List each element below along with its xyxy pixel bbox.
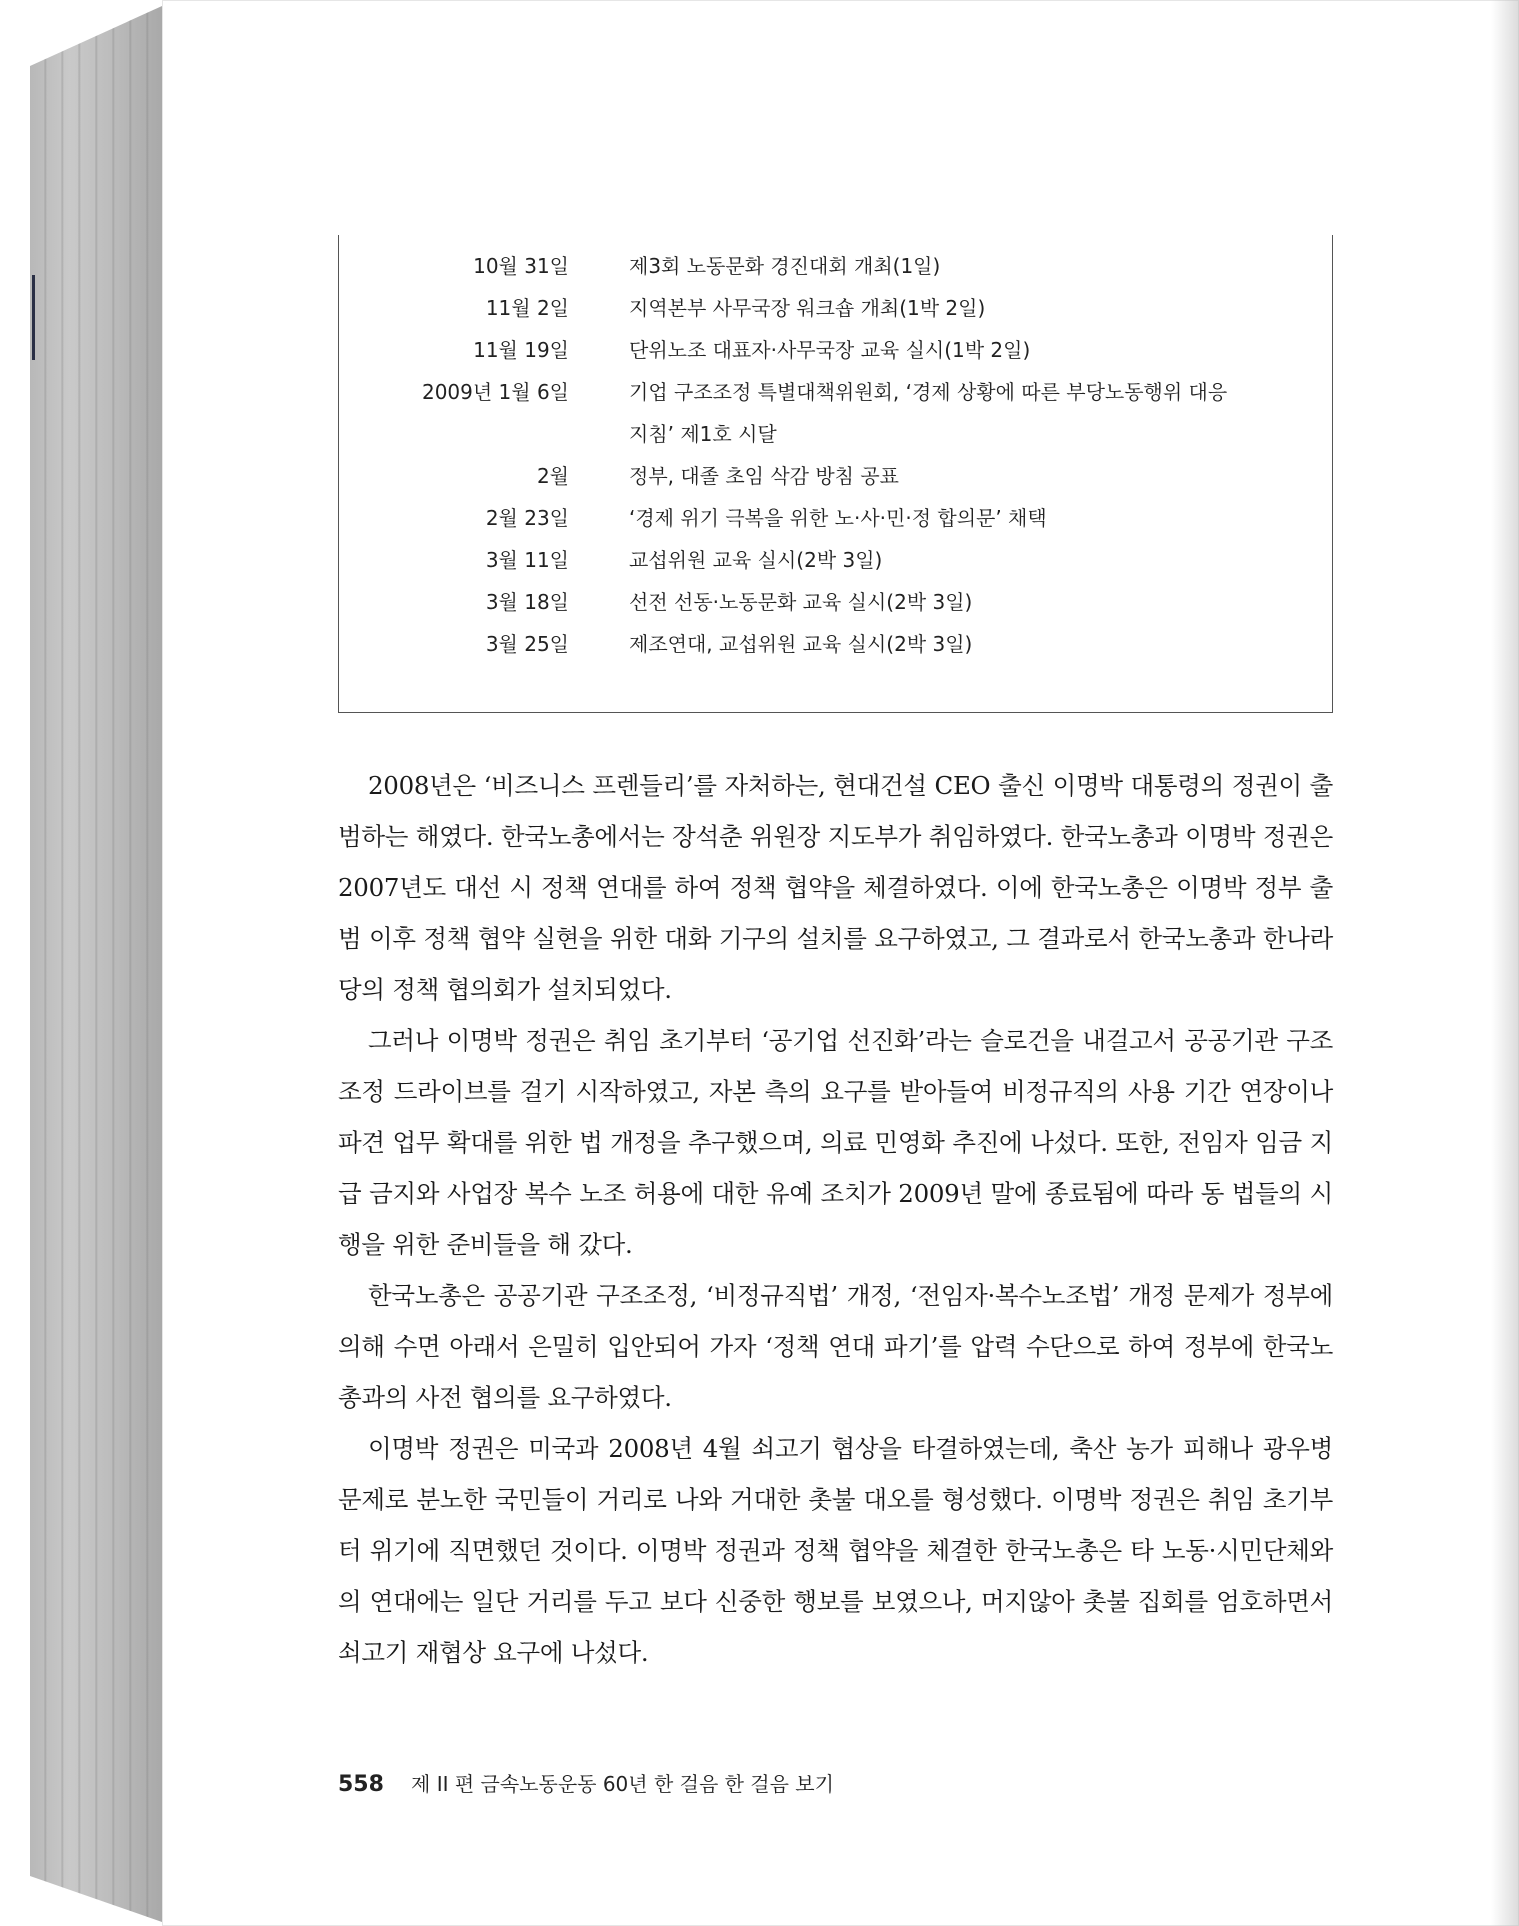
book-page-stack [30,6,162,1922]
timeline-event: 교섭위원 교육 실시(2박 3일) [629,548,883,572]
timeline-event: 선전 선동·노동문화 교육 실시(2박 3일) [629,590,973,614]
timeline-date: 2009년 1월 6일 [421,380,569,404]
paragraph: 이명박 정권은 미국과 2008년 4월 쇠고기 협상을 타결하였는데, 축산 농가 피해나 광우병 문제로 분노한 국민들이 거리로 나와 거대한 촛불 대오를 형성했다. 이명박 정권은 취임 초기부터 위기에 직면했던 것이다. 이명박 정권과 정책 협약을 체결한 한국노총은 타 노동·시민단체와의 연대에는 일단 거리를 두고 보다 신중한 행보를 보였으나, 머지않아 촛불 집회를 엄호하면서 쇠고기 재협상 요구에 나섰다. [338,1434,1333,1667]
timeline-date: 11월 2일 [485,296,569,320]
running-title: 제 II 편 금속노동운동 60년 한 걸음 한 걸음 보기 [411,1772,834,1796]
timeline-date: 2월 23일 [485,506,569,530]
paragraph: 한국노총은 공공기관 구조조정, ‘비정규직법’ 개정, ‘전임자·복수노조법’ 개정 문제가 정부에 의해 수면 아래서 은밀히 입안되어 가자 ‘정책 연대 파기’를 압력 수단으로 하여 정부에 한국노총과의 사전 협의를 요구하였다. [338,1281,1333,1412]
timeline-event: 제조연대, 교섭위원 교육 실시(2박 3일) [629,632,973,656]
timeline-date: 11월 19일 [473,338,569,362]
bookmark-ribbon [32,275,35,360]
page-number: 558 [338,1772,384,1797]
page-edge-shadow [1491,0,1519,1926]
timeline-date: 3월 25일 [485,632,569,656]
timeline-date: 3월 18일 [485,590,569,614]
timeline-event: 정부, 대졸 초임 삭감 방침 공표 [629,464,899,488]
timeline-event: 단위노조 대표자·사무국장 교육 실시(1박 2일) [629,338,1031,362]
paragraph: 그러나 이명박 정권은 취임 초기부터 ‘공기업 선진화’라는 슬로건을 내걸고서 공공기관 구조조정 드라이브를 걸기 시작하였고, 자본 측의 요구를 받아들여 비정규직의 사용 기간 연장이나 파견 업무 확대를 위한 법 개정을 추구했으며, 의료 민영화 추진에 나섰다. 또한, 전임자 임금 지급 금지와 사업장 복수 노조 허용에 대한 유예 조치가 2009년 말에 종료됨에 따라 동 법들의 시행을 위한 준비들을 해 갔다. [338,1026,1333,1259]
paragraph: 2008년은 ‘비즈니스 프렌들리’를 자처하는, 현대건설 CEO 출신 이명박 대통령의 정권이 출범하는 해였다. 한국노총에서는 장석춘 위원장 지도부가 취임하였다. 한국노총과 이명박 정권은 2007년도 대선 시 정책 연대를 하여 정책 협약을 체결하였다. 이에 한국노총은 이명박 정부 출범 이후 정책 협약 실현을 위한 대화 기구의 설치를 요구하였고, 그 결과로서 한국노총과 한나라당의 정책 협의회가 설치되었다. [338,771,1333,1004]
timeline-event: 기업 구조조정 특별대책위원회, ‘경제 상황에 따른 부당노동행위 대응 [629,380,1228,404]
timeline-table [338,235,1333,713]
timeline-event: 제3회 노동문화 경진대회 개최(1일) [629,254,941,278]
timeline-date: 2월 [536,464,569,488]
timeline-event: ‘경제 위기 극복을 위한 노·사·민·정 합의문’ 채택 [629,506,1047,530]
timeline-event: 지침’ 제1호 시달 [629,422,777,446]
timeline-date: 3월 11일 [485,548,569,572]
body-text [338,760,1333,1678]
page-footer [338,1768,834,1797]
timeline-event: 지역본부 사무국장 워크숍 개최(1박 2일) [629,296,986,320]
timeline-date: 10월 31일 [473,254,569,278]
